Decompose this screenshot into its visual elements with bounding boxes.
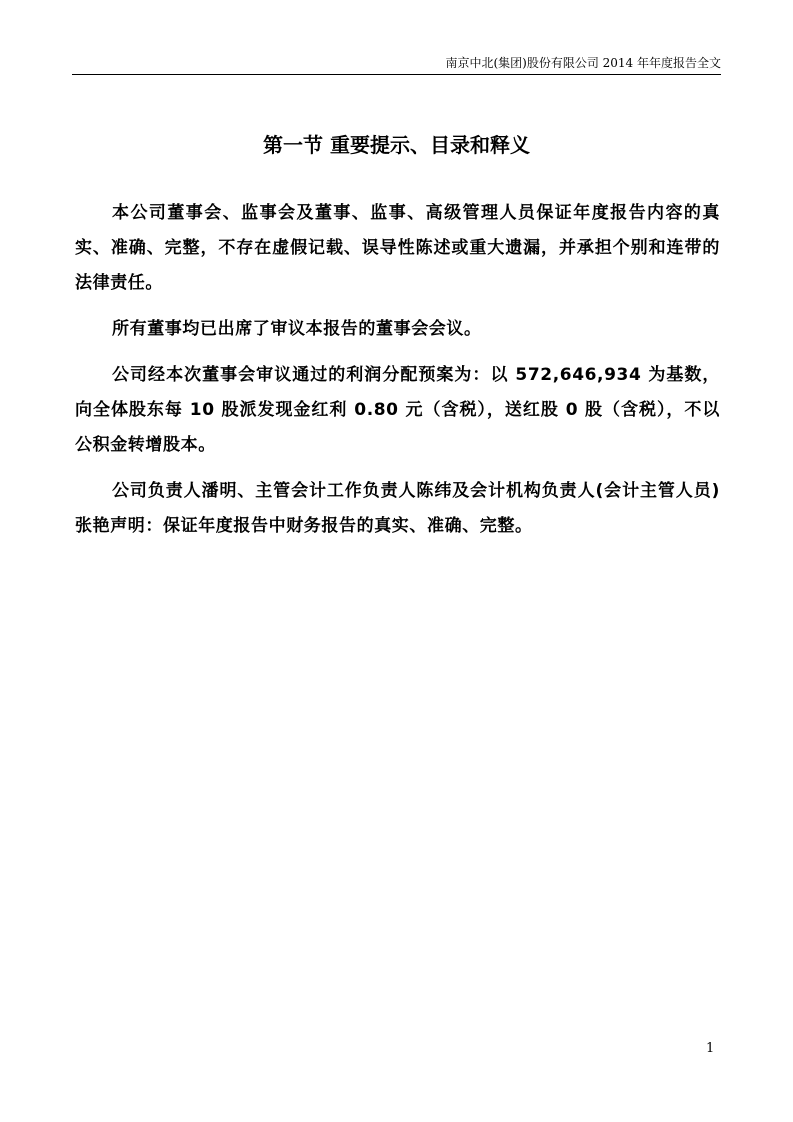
report-header-title: 南京中北(集团)股份有限公司 2014 年年度报告全文 — [445, 56, 721, 70]
executive-declaration: 公司负责人潘明、主管会计工作负责人陈纬及会计机构负责人(会计主管人员)张艳声明：保证年度报告中财务报告的真实、准确、完整。 — [75, 481, 720, 536]
board-attendance-statement: 所有董事均已出席了审议本报告的董事会会议。 — [112, 319, 482, 339]
profit-distribution-plan: 公司经本次董事会审议通过的利润分配预案为：以 572,646,934 为基数，向全体股东每 10 股派发现金红利 0.80 元（含税），送红股 0 股（含税），不以公积金转增股本。 — [75, 365, 720, 455]
page-header — [72, 54, 721, 75]
section-title: 第一节 重要提示、目录和释义 — [263, 133, 530, 157]
body-text — [75, 196, 720, 555]
page-number: 1 — [706, 1041, 715, 1056]
board-responsibility-statement: 本公司董事会、监事会及董事、监事、高级管理人员保证年度报告内容的真实、准确、完整，不存在虚假记载、误导性陈述或重大遗漏，并承担个别和连带的法律责任。 — [75, 203, 720, 293]
